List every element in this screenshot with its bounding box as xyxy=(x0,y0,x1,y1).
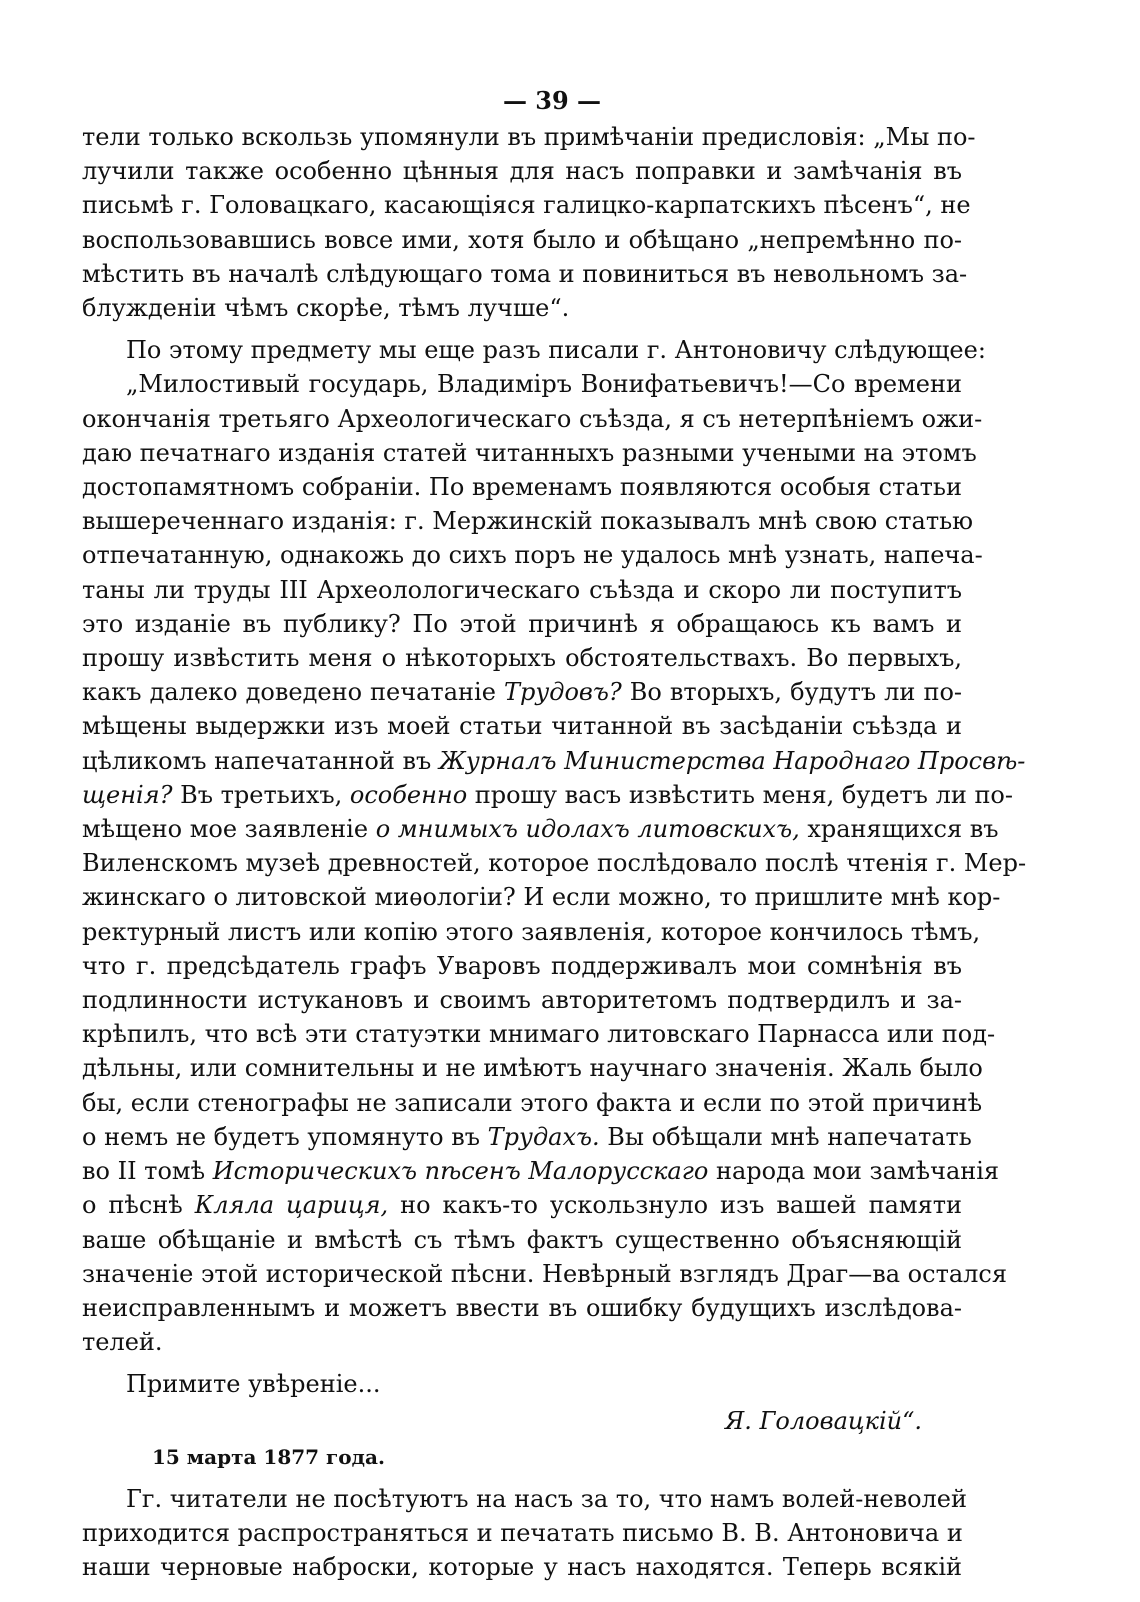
letter-date: 15 марта 1877 года. xyxy=(152,1444,385,1469)
page-number: — 39 — xyxy=(502,86,602,115)
letter-line xyxy=(82,812,999,846)
letter-line: „Милостивый государь, Владиміръ Вонифатьевичъ!—Со времени xyxy=(126,370,962,399)
letter-line: жинскаго о литовской миѳологіи? И если можно, то пришлите мнѣ кор- xyxy=(82,883,1001,912)
paragraph-3-line: Гг. читатели не посѣтуютъ на насъ за то, что намъ волей-неволей xyxy=(126,1484,967,1513)
paragraph-3-line: приходится распространяться и печатать письмо В. В. Антоновича и xyxy=(82,1518,963,1547)
paragraph-2-line: По этому предмету мы еще разъ писали г. Антоновичу слѣдующее: xyxy=(126,336,986,365)
letter-italic-text: Кляла цариця, xyxy=(194,1191,389,1220)
letter-italic-text: Журналъ Министерства Народнаго Просвѣ- xyxy=(438,746,1026,775)
letter-text: но какъ-то ускользнуло изъ вашей памяти xyxy=(388,1191,963,1220)
letter-text: Вы обѣщали мнѣ напечатать xyxy=(599,1122,972,1151)
letter-italic-text: Трудовъ? xyxy=(503,678,622,707)
letter-text: во II томѣ xyxy=(82,1157,213,1186)
paragraph-1-line: письмѣ г. Головацкаго, касающіяся галицко-карпатскихъ пѣсенъ“, не xyxy=(82,191,971,220)
letter-line: неисправленнымъ и можетъ ввести въ ошибку будущихъ изслѣдова- xyxy=(82,1293,962,1322)
letter-line xyxy=(82,1188,962,1222)
letter-line: таны ли труды III Археолологическаго съѣзда и скоро ли поступитъ xyxy=(82,575,962,604)
letter-line: это изданіе въ публику? По этой причинѣ я обращаюсь къ вамъ и xyxy=(82,609,962,638)
letter-text: о пѣснѣ xyxy=(82,1191,195,1220)
letter-line: отпечатанную, однакожь до сихъ поръ не удалось мнѣ узнать, напеча- xyxy=(82,541,983,570)
letter-text: народа мои замѣчанія xyxy=(708,1157,1000,1186)
letter-line: прошу извѣстить меня о нѣкоторыхъ обстоятельствахъ. Во первыхъ, xyxy=(82,644,962,673)
letter-text: прошу васъ извѣстить меня, будетъ ли по- xyxy=(467,780,1013,809)
document-page xyxy=(82,82,1027,1581)
paragraph-1-line: тели только вскользь упомянули въ примѣчаніи предисловія: „Мы по- xyxy=(82,123,976,151)
letter-signature: Я. Головацкій“. xyxy=(724,1406,922,1435)
paragraph-1-line: воспользовавшись вовсе ими, хотя было и обѣщано „непремѣнно по- xyxy=(82,225,962,254)
letter-line: мѣщены выдержки изъ моей статьи читанной въ засѣданіи съѣзда и xyxy=(82,712,962,741)
letter-text: мѣщено мое заявленіе xyxy=(82,815,376,844)
letter-line: Виленскомъ музеѣ древностей, которое послѣдовало послѣ чтенія г. Мер- xyxy=(82,849,1027,878)
letter-text: о немъ не будетъ упомянуто въ xyxy=(82,1122,488,1151)
letter-line xyxy=(82,1120,972,1154)
letter-line: подлинности истукановъ и своимъ авторитетомъ подтвердилъ и за- xyxy=(82,986,962,1015)
letter-text: Въ третьихъ, xyxy=(172,780,350,809)
letter-text: Во вторыхъ, будутъ ли по- xyxy=(621,678,963,707)
letter-text: цѣликомъ напечатанной въ xyxy=(82,746,439,775)
letter-line xyxy=(82,675,962,709)
letter-line: ваше обѣщаніе и вмѣстѣ съ тѣмъ фактъ существенно объясняющій xyxy=(82,1225,962,1254)
paragraph-3-line: наши черновые наброски, которые у насъ находятся. Теперь всякій xyxy=(82,1552,962,1581)
letter-italic-text: щенія? xyxy=(82,780,173,809)
letter-line: что г. предсѣдатель графъ Уваровъ поддерживалъ мои сомнѣнія въ xyxy=(82,951,962,980)
paragraph-2 xyxy=(82,333,986,367)
letter-italic-text: о мнимыхъ идолахъ литовскихъ, xyxy=(375,815,800,844)
letter-line: крѣпилъ, что всѣ эти статуэтки мнимаго литовскаго Парнасса или под- xyxy=(82,1020,996,1049)
letter-line: значеніе этой исторической пѣсни. Невѣрный взглядъ Драг—ва остался xyxy=(82,1259,1007,1288)
letter-text: хранящихся въ xyxy=(799,815,999,844)
letter-italic-text: Трудахъ. xyxy=(487,1122,600,1151)
letter-line: достопамятномъ собраніи. По временамъ появляются особыя статьи xyxy=(82,473,962,502)
letter-line xyxy=(82,744,1026,778)
letter-italic-text: особенно xyxy=(349,780,468,809)
letter-line: телей. xyxy=(82,1328,163,1357)
letter-line: вышереченнаго изданія: г. Мержинскій показывалъ мнѣ свою статью xyxy=(82,507,974,536)
paragraph-1-line: лучили также особенно цѣнныя для насъ поправки и замѣчанія въ xyxy=(82,157,962,186)
letter-line: дѣльны, или сомнительны и не имѣютъ научнаго значенія. Жаль было xyxy=(82,1054,983,1083)
letter-italic-text: Историческихъ пѣсенъ Малорусскаго xyxy=(212,1157,709,1186)
letter-text: какъ далеко доведено печатаніе xyxy=(82,678,504,707)
paragraph-1-line: блужденіи чѣмъ скорѣе, тѣмъ лучше“. xyxy=(82,294,570,323)
letter-line: окончанія третьяго Археологическаго съѣзда, я съ нетерпѣніемъ ожи- xyxy=(82,404,983,433)
paragraph-1-line: мѣстить въ началѣ слѣдующаго тома и повиниться въ невольномъ за- xyxy=(82,259,968,288)
letter-closing: Примите увѣреніе... xyxy=(126,1370,381,1399)
letter-body xyxy=(82,367,1027,1359)
letter-line: даю печатнаго изданія статей читанныхъ разными учеными на этомъ xyxy=(82,438,977,467)
letter-line xyxy=(82,778,1013,812)
letter-line xyxy=(82,1154,1000,1188)
paragraph-1 xyxy=(82,120,976,325)
letter-line: ректурный листъ или копію этого заявленія, которое кончилось тѣмъ, xyxy=(82,917,981,946)
letter-line: бы, если стенографы не записали этого факта и если по этой причинѣ xyxy=(82,1088,983,1117)
paragraph-3 xyxy=(82,1482,967,1585)
